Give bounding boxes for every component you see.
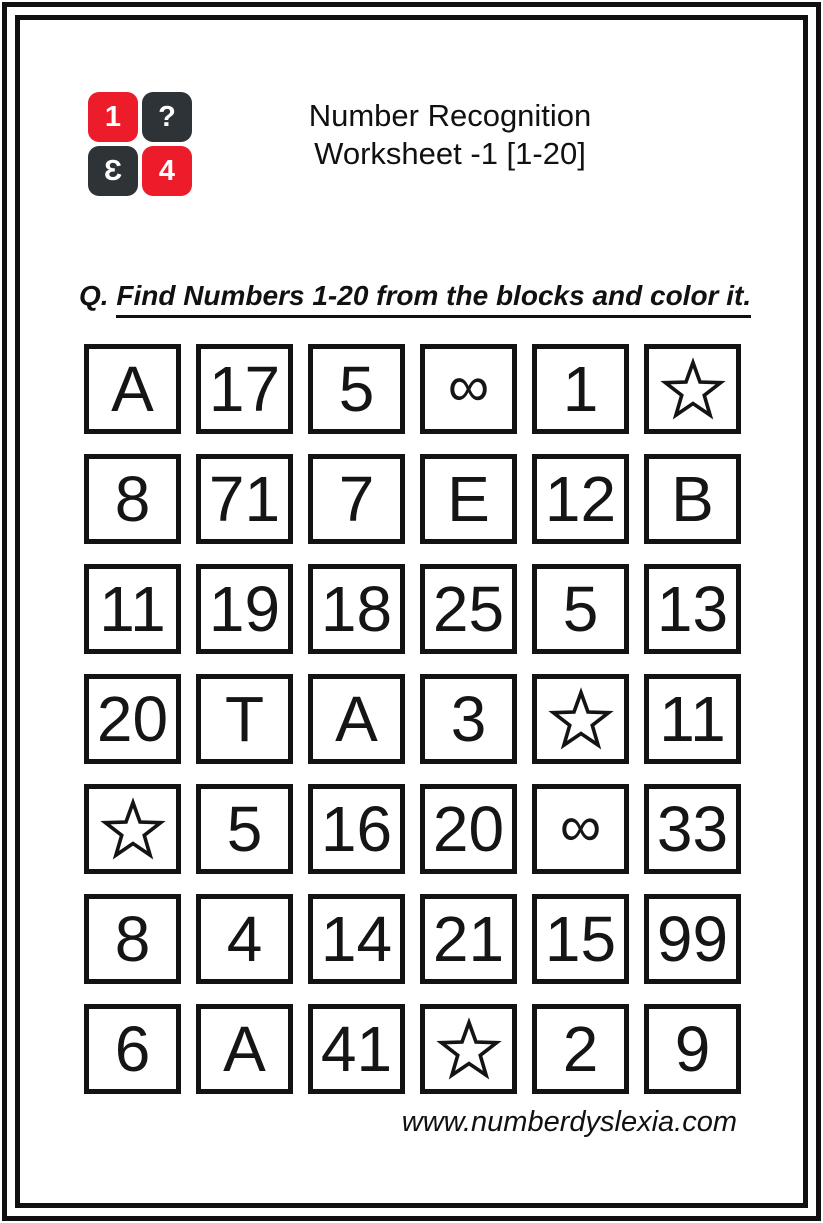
footer-url: www.numberdyslexia.com [401,1106,737,1138]
cell-value: 41 [320,1013,393,1085]
grid-cell-r4c2[interactable] [196,674,293,764]
grid-cell-r2c1[interactable] [84,454,181,544]
logo-tile-reversed-3 [88,146,138,196]
cell-value: 21 [432,903,505,975]
star-icon [548,686,614,752]
cell-value: ∞ [559,794,602,859]
grid-cell-r5c5[interactable] [532,784,629,874]
cell-value: 5 [338,353,375,425]
cell-value: 8 [114,903,151,975]
page-title-line1: Number Recognition [308,98,592,133]
cell-value: 99 [656,903,729,975]
grid-cell-r6c6[interactable] [644,894,741,984]
grid-cell-r2c3[interactable] [308,454,405,544]
grid-cell-r5c2[interactable] [196,784,293,874]
grid-cell-r7c4[interactable] [420,1004,517,1094]
cell-value: 5 [226,793,263,865]
logo-tile-question-mark [142,92,192,142]
grid-cell-r3c1[interactable] [84,564,181,654]
grid-cell-r4c3[interactable] [308,674,405,764]
grid-cell-r4c6[interactable] [644,674,741,764]
grid-cell-r4c1[interactable] [84,674,181,764]
grid-cell-r1c4[interactable] [420,344,517,434]
grid-cell-r5c3[interactable] [308,784,405,874]
grid-cell-r4c5[interactable] [532,674,629,764]
logo-tile-1 [88,92,138,142]
grid-cell-r3c6[interactable] [644,564,741,654]
cell-value: 4 [226,903,263,975]
cell-value: 6 [114,1013,151,1085]
logo-tile-4 [142,146,192,196]
cell-value: 14 [320,903,393,975]
grid-cell-r3c3[interactable] [308,564,405,654]
cell-value: 17 [208,353,281,425]
blocks-grid [84,344,741,1094]
cell-value: 12 [544,463,617,535]
grid-cell-r1c1[interactable] [84,344,181,434]
cell-value: 11 [99,573,166,645]
logo-tile-glyph: 4 [158,154,176,187]
cell-value: 16 [320,793,393,865]
number-dyslexia-logo [88,92,192,196]
cell-value: 19 [208,573,281,645]
grid-cell-r7c6[interactable] [644,1004,741,1094]
grid-cell-r6c3[interactable] [308,894,405,984]
grid-cell-r3c2[interactable] [196,564,293,654]
grid-cell-r2c6[interactable] [644,454,741,544]
cell-value: A [111,353,154,425]
star-icon [436,1016,502,1082]
grid-cell-r3c5[interactable] [532,564,629,654]
grid-cell-r5c4[interactable] [420,784,517,874]
logo-tile-glyph: Ɛ [103,154,123,187]
grid-cell-r1c5[interactable] [532,344,629,434]
cell-value: 8 [114,463,151,535]
cell-value: 9 [674,1013,711,1085]
cell-value: T [224,683,265,755]
grid-cell-r2c5[interactable] [532,454,629,544]
grid-cell-r1c2[interactable] [196,344,293,434]
question-text: Find Numbers 1-20 from the blocks and color it. [116,280,751,318]
cell-value: A [223,1013,266,1085]
cell-value: 5 [562,573,599,645]
grid-cell-r1c6[interactable] [644,344,741,434]
grid-cell-r6c5[interactable] [532,894,629,984]
question-line [79,280,751,312]
cell-value: B [671,463,714,535]
cell-value: 33 [656,793,729,865]
question-prefix: Q. [79,280,109,311]
cell-value: 25 [432,573,505,645]
cell-value: 20 [96,683,169,755]
grid-cell-r6c2[interactable] [196,894,293,984]
page-title [200,97,700,173]
grid-cell-r1c3[interactable] [308,344,405,434]
logo-tile-glyph: ? [158,100,176,133]
cell-value: 2 [562,1013,599,1085]
cell-value: E [447,463,490,535]
grid-cell-r2c2[interactable] [196,454,293,544]
cell-value: 20 [432,793,505,865]
grid-cell-r7c2[interactable] [196,1004,293,1094]
grid-cell-r6c1[interactable] [84,894,181,984]
grid-cell-r7c5[interactable] [532,1004,629,1094]
cell-value: 13 [656,573,729,645]
grid-cell-r6c4[interactable] [420,894,517,984]
cell-value: 71 [208,463,281,535]
cell-value: ∞ [447,354,490,419]
grid-cell-r3c4[interactable] [420,564,517,654]
star-icon [660,356,726,422]
grid-cell-r5c6[interactable] [644,784,741,874]
grid-cell-r5c1[interactable] [84,784,181,874]
logo-tile-glyph: 1 [104,100,122,133]
grid-cell-r4c4[interactable] [420,674,517,764]
cell-value: 3 [450,683,487,755]
cell-value: 1 [562,353,599,425]
page-title-line2: Worksheet -1 [1-20] [314,136,586,171]
cell-value: 18 [320,573,393,645]
cell-value: 15 [544,903,617,975]
cell-value: 11 [659,683,726,755]
star-icon [100,796,166,862]
grid-cell-r2c4[interactable] [420,454,517,544]
cell-value: 7 [338,463,375,535]
cell-value: A [335,683,378,755]
grid-cell-r7c1[interactable] [84,1004,181,1094]
grid-cell-r7c3[interactable] [308,1004,405,1094]
